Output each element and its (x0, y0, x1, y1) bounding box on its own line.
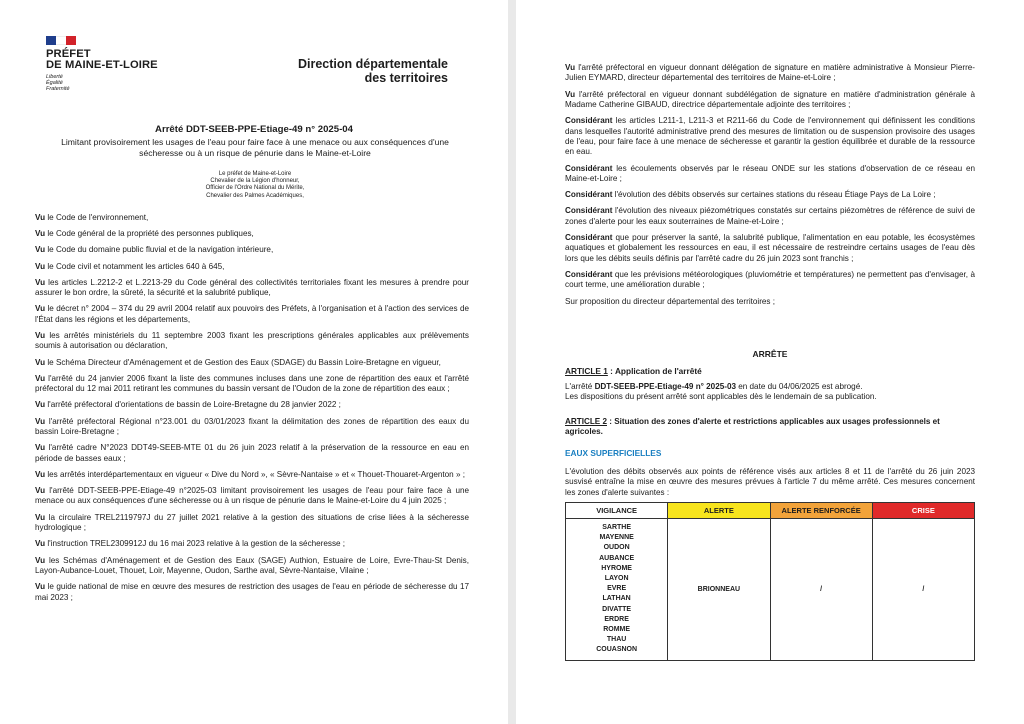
considerant-item: Considérant l'évolution des débits observés sur certaines stations du réseau Étiage Pays de La Loire ; (565, 190, 936, 200)
vu-item: Vu l'arrêté du 24 janvier 2006 fixant la liste des communes incluses dans une zone de répartition des eaux et l'arrêté préfectoral du 12 mai 2011 retirant les communes du bassin versant de l'Oudon de la zone de répartition des eaux ; (35, 373, 469, 394)
logo-devise: Liberté Égalité Fraternité (46, 74, 70, 92)
article-2-heading: ARTICLE 2 : Situation des zones d'alerte et restrictions applicables aux usages professionnels et agricoles. (565, 417, 940, 437)
vu-item: Vu l'arrêté préfectoral en vigueur donnant délégation de signature en matière administrative à Monsieur Pierre-Julien EYMARD, directeur départemental des territoires de Maine-et-Loire ; (565, 63, 975, 83)
vigilance-basin: LAYON (604, 575, 629, 583)
logo-dept: DE MAINE-ET-LOIRE (46, 59, 158, 71)
vu-item: Vu l'arrêté DDT-SEEB-PPE-Etiage-49 n°2025-03 limitant provisoirement les usages de l'eau pour faire face à une menace ou aux conséquences d'une sécheresse ou à un risque de pénurie dans le Maine-et-Loire du 4 juin 2025 ; (35, 486, 469, 506)
zones-table-row (566, 519, 975, 661)
arrete-subtitle: Limitant provisoirement les usages de l'eau pour faire face à une menace ou aux conséquences d'une sécheresse ou à un risque de pénurie dans le Maine-et-Loire (61, 137, 449, 158)
considerant-item: Considérant que pour préserver la santé, la salubrité publique, l'alimentation en eau potable, les écosystèmes aquatiques et globalement les ressources en eau, il est nécessaire de restreindre certains usages de l'eau dès lors que les débits seuils définis par l'arrêté cadre du 26 juin 2023 sont franchis ; (565, 233, 975, 263)
considerant-item: Considérant les écoulements observés par le réseau ONDE sur les stations d'observation de ce réseau en Maine-et-Loire ; (565, 163, 975, 184)
vu-item: Vu l'arrêté préfectoral d'orientations de bassin de Loire-Bretagne du 28 janvier 2022 ; (35, 400, 341, 410)
vigilance-basin: DIVATTE (602, 605, 632, 613)
considerant-item: Considérant que les prévisions météorologiques (pluviométrie et températures) ne permettent pas d'envisager, à court terme, une amélioration durable ; (565, 270, 975, 290)
vu-item: Vu les arrêtés ministériels du 11 septembre 2003 fixant les prescriptions générales applicables aux prélèvements soumis à autorisation ou déclaration, (35, 331, 469, 351)
vu-item: Vu la circulaire TREL2119797J du 27 juillet 2021 relative à la gestion des situations de crise liées à la sécheresse hydrologique ; (35, 512, 469, 533)
vu-item: Vu le Code de l'environnement, (35, 213, 149, 222)
prefet-logo (46, 36, 158, 92)
vu-item: Vu les Schémas d'Aménagement et de Gestion des Eaux (SAGE) Authion, Estuaire de Loire, Evre-Thau-St Denis, Layon-Aubance-Louet, Thouet, Loir, Mayenne, Oudon, Sarthe aval, Sèvre-Nantaise, Vilaine ; (35, 555, 470, 575)
vu-item: Vu le Code civil et notamment les articles 640 à 645, (35, 261, 225, 271)
prefet-titles: Le préfet de Maine-et-Loire Chevalier de la Légion d'honneur, Officier de l'Ordre National du Mérite, Chevalier des Palmes Académiques, (205, 171, 305, 199)
vu-item: Vu l'arrêté cadre N°2023 DDT49-SEEB-MTE 01 du 26 juin 2023 relatif à la préservation de la ressource en eau en période de basses eaux ; (35, 443, 469, 463)
vu-item: Vu l'arrêté préfectoral Régional n°23.001 du 03/01/2023 fixant la délimitation des zones de répartition des eaux du bassin Loire-Bretagne ; (35, 416, 469, 437)
renforcee-basins: / (770, 519, 872, 661)
crise-basins: / (872, 519, 974, 661)
vigilance-basin: ROMME (603, 626, 631, 634)
vigilance-basin: EVRE (607, 585, 627, 593)
vigilance-basin: AUBANCE (599, 554, 635, 562)
proposition-text: Sur proposition du directeur départemental des territoires ; (565, 296, 776, 306)
zones-table (565, 502, 975, 661)
vigilance-basin: OUDON (603, 544, 630, 552)
vu-list (35, 213, 469, 609)
vu-item: Vu le Schéma Directeur d'Aménagement et de Gestion des Eaux (SDAGE) du Bassin Loire-Bretagne en vigueur, (35, 357, 441, 367)
eaux-superficielles-heading: EAUX SUPERFICIELLES (565, 448, 662, 458)
vigilance-basin: LATHAN (602, 595, 631, 603)
considerant-item: Considérant les articles L211-1, L211-3 et R211-66 du Code de l'environnement qui définissent les conditions dans lesquelles l'autorité administrative prend des mesures de limitation ou de suspension provisoire des usages de l'eau, pour faire face à une menace de sécheresse et garantir la gestion équilibrée et durable de la ressource en eau. (565, 116, 976, 157)
header-crise: CRISE (872, 503, 974, 519)
article-1-heading: ARTICLE 1 : Application de l'arrêté (565, 366, 702, 376)
article-2-intro: L'évolution des débits observés aux points de référence visés aux articles 8 et 11 de l'arrêté du 26 juin 2023 susvisé entraîne la mise en œuvre des mesures prévues à l'article 7 du même arrêté. Ces mesures concernent les zones d'alerte suivantes : (565, 467, 975, 497)
considerant-item: Considérant l'évolution des niveaux piézométriques constatés sur certains piézomètres de référence de suivi de zones d'alerte pour les eaux souterraines de Maine-et-Loire ; (565, 206, 975, 226)
vu-item: Vu le Code général de la propriété des personnes publiques, (35, 229, 254, 239)
header-alerte: ALERTE (668, 503, 770, 519)
arrete-title: Arrêté DDT-SEEB-PPE-Etiage-49 n° 2025-04 (155, 124, 353, 135)
alerte-basins: BRIONNEAU (668, 519, 770, 661)
vigilance-basin: HYROME (601, 564, 632, 572)
vu-item: Vu l'arrêté préfectoral en vigueur donnant subdélégation de signature en matière d'administration générale à Madame Catherine GIBAUD, directrice départementale adjointe des territoires ; (565, 89, 975, 110)
page-gutter (508, 0, 516, 724)
vu-item: Vu l'instruction TREL2309912J du 16 mai 2023 relative à la gestion de la sécheresse ; (35, 539, 346, 549)
vu-item: Vu le guide national de mise en œuvre des mesures de restriction des usages de l'eau en période de sécheresse du 17 mai 2023 ; (35, 582, 469, 602)
header-vigilance: VIGILANCE (566, 503, 668, 519)
article-1-text: L'arrêté DDT-SEEB-PPE-Etiage-49 n° 2025-03 en date du 04/06/2025 est abrogé. Les dispositions du présent arrêté sont applicables dès le lendemain de sa publication. (565, 382, 877, 402)
arrete-heading: ARRÊTE (752, 349, 788, 359)
direction-header: Direction départementale des territoires (297, 57, 448, 85)
header-alerte-renforcee: ALERTE RENFORCÉE (770, 503, 872, 519)
logo-prefet: PRÉFET (46, 48, 91, 60)
left-page (0, 0, 508, 724)
vigilance-basin: COUASNON (596, 646, 638, 654)
vu-item: Vu les arrêtés interdépartementaux en vigueur « Dive du Nord », « Sèvre-Nantaise » et « Thouet-Thouaret-Argenton » ; (35, 469, 465, 479)
vu-item: Vu les articles L.2212-2 et L.2213-29 du Code général des collectivités territoriales fixant les mesures à prendre pour assurer le bon ordre, la sûreté, la sécurité et la salubrité publique, (35, 277, 469, 298)
vu-item: Vu le décret n° 2004 – 374 du 29 avril 2004 relatif aux pouvoirs des Préfets, à l'organisation et à l'action des services de l'État dans les régions et les départements, (35, 304, 469, 324)
vigilance-basin: MAYENNE (599, 534, 634, 542)
vu-item: Vu le Code du domaine public fluvial et de la navigation intérieure, (35, 245, 274, 255)
zones-table-header (566, 503, 975, 519)
vigilance-basin: THAU (606, 636, 627, 644)
considerant-list (565, 63, 975, 313)
vigilance-basin: SARTHE (602, 524, 632, 531)
vigilance-basins (566, 519, 668, 661)
vigilance-basin: ERDRE (604, 615, 629, 623)
french-flag-icon (46, 36, 76, 45)
